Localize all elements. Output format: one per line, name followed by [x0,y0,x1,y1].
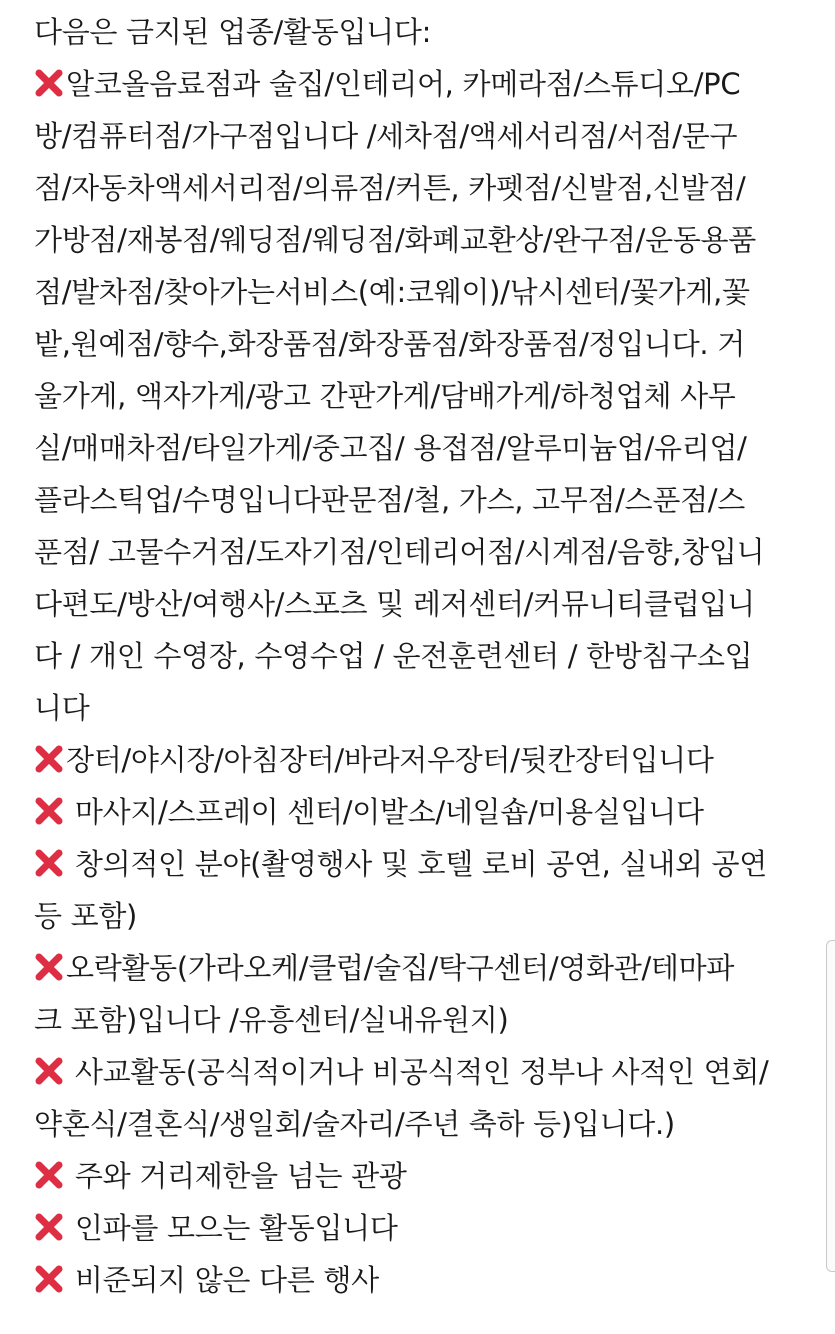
list-item [34,942,804,994]
list-item [34,734,804,786]
text-line: 크 포함)입니다 /유흥센터/실내유원지) [34,1003,509,1037]
text-line: 다편도/방산/여행사/스포츠 및 레저센터/커뮤니티클럽입니 [34,587,755,621]
document-text [34,6,804,1306]
list-item [34,838,804,890]
intro-line: 다음은 금지된 업종/활동입니다: [34,15,432,49]
text-line: 등 포함) [34,899,138,933]
text-line: 플라스틱업/수명입니다판문점/철, 가스, 고무점/스푼점/스 [34,483,745,517]
text-line: 밭,원예점/향수,화장품점/화장품점/화장품점/정입니다. 거 [34,327,745,361]
list-item [34,58,804,110]
list-item [34,1150,804,1202]
text-line: 인파를 모으는 활동입니다 [66,1211,398,1245]
cross-mark-icon [34,744,64,774]
text-line: 가방점/재봉점/웨딩점/웨딩점/화폐교환상/완구점/운동용품 [34,223,756,257]
text-line: 실/매매차점/타일가게/중고집/ 용접점/알루미늄업/유리업/ [34,431,747,465]
text-line: 푼점/ 고물수거점/도자기점/인테리어점/시계점/음향,창입니 [34,535,765,569]
cross-mark-icon [34,848,64,878]
text-line: 주와 거리제한을 넘는 관광 [66,1159,407,1193]
cross-mark-icon [34,1056,64,1086]
cross-mark-icon [34,1160,64,1190]
list-item [34,1254,804,1306]
list-item [34,786,804,838]
list-item [34,1046,804,1098]
scrollbar-handle[interactable] [826,940,835,1272]
text-line: 점/자동차액세서리점/의류점/커튼, 카펫점/신발점,신발점/ [34,171,746,205]
text-line: 울가게, 액자가게/광고 간판가게/담배가게/하청업체 사무 [34,379,736,413]
cross-mark-icon [34,1212,64,1242]
text-line: 약혼식/결혼식/생일회/술자리/주년 축하 등)입니다.) [34,1107,675,1141]
cross-mark-icon [34,1264,64,1294]
text-line: 니다 [34,691,90,725]
text-line: 점/발차점/찾아가는서비스(예:코웨이)/낚시센터/꽃가게,꽃 [34,275,750,309]
text-line: 방/컴퓨터점/가구점입니다 /세차점/액세서리점/서점/문구 [34,119,738,153]
text-line: 비준되지 않은 다른 행사 [66,1263,379,1297]
text-line: 마사지/스프레이 센터/이발소/네일숍/미용실입니다 [66,795,704,829]
text-line: 다 / 개인 수영장, 수영수업 / 운전훈련센터 / 한방침구소입 [34,639,753,673]
text-line: 장터/야시장/아침장터/바라저우장터/뒷칸장터입니다 [66,743,714,777]
list-item [34,1202,804,1254]
cross-mark-icon [34,796,64,826]
text-line: 사교활동(공식적이거나 비공식적인 정부나 사적인 연회/ [66,1055,769,1089]
text-line: 알코올음료점과 술집/인테리어, 카메라점/스튜디오/PC [66,67,741,101]
cross-mark-icon [34,952,64,982]
text-line: 오락활동(가라오케/클럽/술집/탁구센터/영화관/테마파 [66,951,735,985]
cross-mark-icon [34,68,64,98]
text-line: 창의적인 분야(촬영행사 및 호텔 로비 공연, 실내외 공연 [66,847,767,881]
